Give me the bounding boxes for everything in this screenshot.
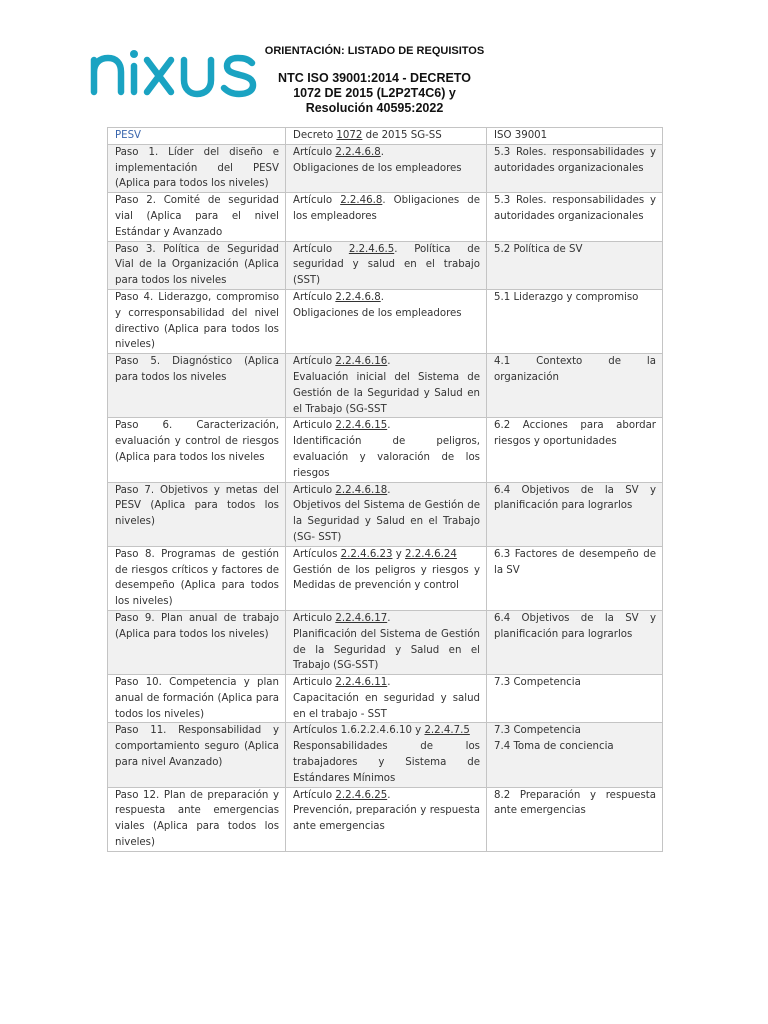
article-link[interactable]: 2.2.4.6.24	[405, 548, 457, 560]
table-row	[108, 289, 663, 353]
pesv-step: Paso 6. Caracterización, evaluación y control de riesgos (Aplica para todos los niveles	[108, 418, 286, 482]
iso-clause-1: 8.2 Preparación y respuesta ante emergencias	[494, 789, 656, 817]
article-link[interactable]: 2.2.4.6.5	[348, 243, 395, 255]
article-link[interactable]: 2.2.46.8	[340, 195, 383, 207]
pesv-step: Paso 8. Programas de gestión de riesgos críticos y factores de desempeño (Aplica para todos los niveles)	[108, 546, 286, 610]
article-link[interactable]: 2.2.4.6.23	[340, 548, 393, 560]
iso-clause-1: 4.1 Contexto de la organización	[494, 356, 656, 383]
iso-clause-2: 7.4 Toma de conciencia	[494, 741, 614, 753]
header-decreto	[286, 128, 487, 145]
iso-clause-1: 5.1 Liderazgo y compromiso	[494, 291, 639, 303]
subtitle-line-3: Resolución 40595:2022	[305, 101, 444, 115]
article-ref	[293, 547, 480, 563]
decreto-article	[286, 610, 487, 674]
iso-clause-1: 5.2 Política de SV	[494, 243, 583, 255]
article-prefix: Artículo	[293, 195, 341, 207]
nixus-logo-mark	[90, 46, 262, 98]
iso-clause-1: 5.3 Roles. responsabilidades y autoridades organizacionales	[494, 146, 656, 174]
iso-clause-1: 7.3 Competencia	[494, 677, 581, 689]
article-link[interactable]: 2.2.4.6.11	[335, 677, 388, 689]
article-suffix: .	[380, 146, 384, 158]
article-ref	[293, 354, 480, 370]
decreto-article	[286, 354, 487, 418]
table-header-row	[108, 128, 663, 145]
iso-clause	[487, 193, 663, 241]
table-row	[108, 787, 663, 851]
article-link[interactable]: 2.2.4.6.25	[335, 789, 388, 801]
iso-clause-1: 6.2 Acciones para abordar riesgos y oportunidades	[494, 420, 656, 448]
article-link[interactable]: 2.2.4.6.8	[335, 291, 381, 303]
table-row	[108, 482, 663, 546]
iso-clause-1: 6.4 Objetivos de la SV y planificación para lograrlos	[494, 612, 656, 640]
pesv-step: Paso 7. Objetivos y metas del PESV (Aplica para todos los niveles)	[108, 482, 286, 546]
iso-clause	[487, 723, 663, 787]
article-prefix: Artículo	[293, 243, 349, 255]
article-ref	[293, 675, 480, 691]
article-description: Capacitación en seguridad y salud en el trabajo - SST	[293, 692, 480, 720]
article-description: Identificación de peligros, evaluación y valoración de los riesgos	[293, 436, 480, 479]
decreto-article	[286, 418, 487, 482]
decreto-article	[286, 723, 487, 787]
article-joiner: y	[392, 548, 406, 560]
requirements-table	[107, 127, 663, 852]
article-suffix: . Obligaciones de los empleadores	[293, 195, 480, 222]
article-link[interactable]: 2.2.4.6.8	[335, 146, 381, 158]
article-description: Obligaciones de los empleadores	[293, 162, 462, 174]
decreto-article	[286, 675, 487, 723]
table-row	[108, 241, 663, 289]
article-ref	[293, 145, 480, 161]
article-suffix: .	[387, 612, 391, 624]
table-row	[108, 723, 663, 787]
article-description: Evaluación inicial del Sistema de Gestión de la Seguridad y Salud en el Trabajo (SG-SST	[293, 371, 480, 415]
header-iso: ISO 39001	[487, 128, 663, 145]
pesv-step: Paso 9. Plan anual de trabajo (Aplica para todos los niveles)	[108, 610, 286, 674]
article-suffix: .	[380, 291, 384, 303]
article-description: Obligaciones de los empleadores	[293, 307, 462, 319]
document-subtitle	[262, 71, 487, 116]
pesv-step: Paso 5. Diagnóstico (Aplica para todos los niveles	[108, 354, 286, 418]
article-prefix: Articulo	[293, 677, 336, 689]
pesv-step: Paso 1. Líder del diseño e implementación del PESV (Aplica para todos los niveles)	[108, 144, 286, 192]
article-suffix: .	[387, 484, 391, 496]
subtitle-line-2: 1072 DE 2015 (L2P2T4C6) y	[293, 86, 456, 100]
article-prefix: Articulo	[293, 420, 336, 432]
subtitle-line-1: NTC ISO 39001:2014 - DECRETO	[278, 71, 471, 85]
document-title: ORIENTACIÓN: LISTADO DE REQUISITOS	[264, 45, 485, 57]
header-decreto-link[interactable]: 1072	[336, 130, 363, 141]
iso-clause	[487, 610, 663, 674]
decreto-article	[286, 193, 487, 241]
table-row	[108, 610, 663, 674]
article-prefix: Articulo	[293, 612, 336, 624]
article-ref	[293, 193, 480, 225]
table-row	[108, 354, 663, 418]
table-row	[108, 193, 663, 241]
article-ref	[293, 242, 480, 289]
article-prefix: Artículo	[293, 291, 336, 303]
article-prefix: Artículos 1.6.2.2.4.6.10 y	[293, 725, 425, 737]
iso-clause	[487, 289, 663, 353]
pesv-step: Paso 2. Comité de seguridad vial (Aplica para el nivel Estándar y Avanzado	[108, 193, 286, 241]
article-ref	[293, 723, 480, 739]
article-prefix: Artículo	[293, 789, 336, 801]
nixus-logo	[90, 46, 262, 98]
decreto-article	[286, 546, 487, 610]
article-ref	[293, 483, 480, 499]
table-row	[108, 546, 663, 610]
pesv-step: Paso 3. Política de Seguridad Vial de la Organización (Aplica para todos los niveles	[108, 241, 286, 289]
article-link[interactable]: 2.2.4.6.17	[335, 612, 388, 624]
header-pesv: PESV	[108, 128, 286, 145]
article-link[interactable]: 2.2.4.6.18	[335, 484, 388, 496]
decreto-article	[286, 787, 487, 851]
article-link[interactable]: 2.2.4.6.16	[335, 356, 388, 368]
pesv-step: Paso 11. Responsabilidad y comportamiento seguro (Aplica para nivel Avanzado)	[108, 723, 286, 787]
iso-clause-1: 6.3 Factores de desempeño de la SV	[494, 548, 656, 576]
article-link[interactable]: 2.2.4.6.15	[335, 420, 388, 432]
article-prefix: Artículo	[293, 356, 336, 368]
header-decreto-prefix: Decreto	[293, 130, 337, 141]
iso-clause	[487, 546, 663, 610]
iso-clause	[487, 144, 663, 192]
iso-clause	[487, 418, 663, 482]
article-description: Responsabilidades de los trabajadores y Sistema de Estándares Mínimos	[293, 741, 480, 784]
article-link[interactable]: 2.2.4.7.5	[424, 725, 470, 737]
table-row	[108, 144, 663, 192]
article-suffix: .	[387, 356, 391, 368]
article-description: Objetivos del Sistema de Gestión de la Seguridad y Salud en el Trabajo (SG- SST)	[293, 500, 480, 543]
pesv-step: Paso 10. Competencia y plan anual de formación (Aplica para todos los niveles)	[108, 675, 286, 723]
article-ref	[293, 788, 480, 804]
decreto-article	[286, 482, 487, 546]
article-prefix: Articulo	[293, 484, 336, 496]
article-suffix: . Política de seguridad y salud en el trabajo (SST)	[293, 243, 480, 287]
iso-clause-1: 5.3 Roles. responsabilidades y autoridades organizacionales	[494, 195, 656, 222]
iso-clause	[487, 241, 663, 289]
article-description: Prevención, preparación y respuesta ante emergencias	[293, 805, 480, 833]
iso-clause-1: 6.4 Objetivos de la SV y planificación para lograrlos	[494, 484, 656, 512]
iso-clause	[487, 787, 663, 851]
iso-clause	[487, 675, 663, 723]
article-description: Planificación del Sistema de Gestión de la Seguridad y Salud en el Trabajo (SG-SST)	[293, 628, 480, 672]
decreto-article	[286, 144, 487, 192]
decreto-article	[286, 241, 487, 289]
decreto-article	[286, 289, 487, 353]
article-prefix: Artículo	[293, 146, 336, 158]
article-suffix: .	[387, 789, 391, 801]
article-ref	[293, 611, 480, 627]
pesv-step: Paso 12. Plan de preparación y respuesta ante emergencias viales (Aplica para todos los niveles)	[108, 787, 286, 851]
article-ref	[293, 418, 480, 434]
table-row	[108, 418, 663, 482]
iso-clause	[487, 354, 663, 418]
article-ref	[293, 290, 480, 306]
table-row	[108, 675, 663, 723]
pesv-step: Paso 4. Liderazgo, compromiso y corresponsabilidad del nivel directivo (Aplica para todos los niveles)	[108, 289, 286, 353]
iso-clause	[487, 482, 663, 546]
article-description: Gestión de los peligros y riesgos y Medidas de prevención y control	[293, 564, 480, 592]
article-prefix: Artículos	[293, 548, 341, 560]
article-suffix: .	[387, 420, 391, 432]
header-decreto-suffix: de 2015 SG-SS	[362, 130, 442, 141]
iso-clause-1: 7.3 Competencia	[494, 725, 581, 737]
article-suffix: .	[387, 677, 391, 689]
